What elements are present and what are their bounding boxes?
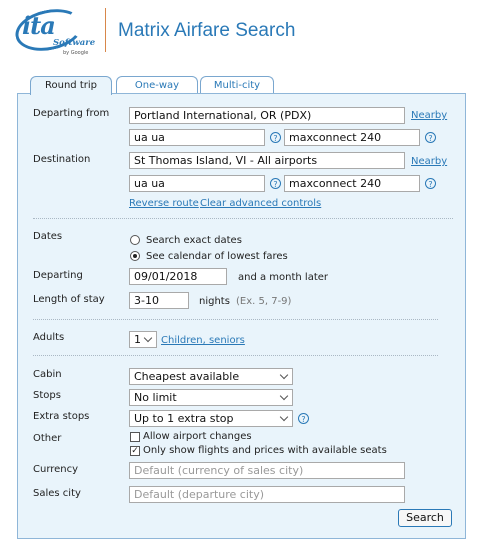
departing-label: Departing [33,270,83,281]
length-of-stay-input[interactable]: 3-10 [129,292,189,309]
tab-multi-city[interactable]: Multi-city [200,76,274,94]
origin-input[interactable]: Portland International, OR (PDX) [129,107,405,124]
only-available-seats-label: Only show flights and prices with available seats [143,445,387,456]
section-divider [33,218,453,219]
cabin-value: Cheapest available [134,370,240,383]
section-divider [33,355,438,356]
sales-city-label: Sales city [33,488,81,499]
origin-routing-help-icon[interactable]: ? [270,132,281,143]
search-exact-dates-label: Search exact dates [146,235,242,246]
calendar-lowest-fares-radio[interactable] [130,251,140,261]
stops-value: No limit [134,391,177,404]
origin-extension-help-icon[interactable]: ? [425,132,436,143]
stops-label: Stops [33,390,61,401]
destination-input[interactable]: St Thomas Island, VI - All airports [129,152,405,169]
adults-label: Adults [33,332,65,343]
length-of-stay-label: Length of stay [33,294,105,305]
logo-text: ita [22,11,55,40]
cabin-label: Cabin [33,369,62,380]
currency-label: Currency [33,464,79,475]
chevron-down-icon [280,392,288,400]
tab-round-trip[interactable]: Round trip [30,76,112,95]
search-button[interactable]: Search [398,509,452,527]
chevron-down-icon [144,334,152,342]
chevron-down-icon [280,413,288,421]
destination-extension-input[interactable]: maxconnect 240 [284,175,420,192]
destination-extension-help-icon[interactable]: ? [425,178,436,189]
stops-select[interactable] [129,389,293,406]
nights-label: nights [199,296,230,307]
search-exact-dates-radio[interactable] [130,235,140,245]
destination-routing-help-icon[interactable]: ? [270,178,281,189]
only-available-seats-checkbox[interactable]: ✓ [131,446,139,456]
adults-value: 1 [134,333,141,346]
chevron-down-icon [280,371,288,379]
calendar-lowest-fares-label: See calendar of lowest fares [146,251,288,262]
extra-stops-help-icon[interactable]: ? [298,413,309,424]
departing-range-text: and a month later [238,272,329,283]
extra-stops-value: Up to 1 extra stop [134,412,234,425]
cabin-select[interactable] [129,368,293,385]
origin-nearby-link[interactable]: Nearby [411,110,448,121]
extra-stops-select[interactable] [129,410,293,427]
other-label: Other [33,433,62,444]
logo-subtext: Software [53,38,96,48]
header-divider [105,8,106,52]
destination-nearby-link[interactable]: Nearby [411,156,448,167]
departing-from-label: Departing from [33,108,110,119]
allow-airport-changes-label: Allow airport changes [143,431,252,442]
clear-advanced-controls-link[interactable]: Clear advanced controls [200,198,322,209]
tab-one-way[interactable]: One-way [116,76,198,94]
reverse-route-link[interactable]: Reverse route [129,198,199,209]
origin-extension-input[interactable]: maxconnect 240 [284,129,420,146]
children-seniors-link[interactable]: Children, seniors [161,335,245,346]
page-title: Matrix Airfare Search [118,20,296,41]
sales-city-input[interactable]: Default (departure city) [129,486,405,503]
destination-routing-input[interactable]: ua ua [129,175,265,192]
currency-input[interactable]: Default (currency of sales city) [129,462,405,479]
departing-date-input[interactable]: 09/01/2018 [129,268,227,285]
dates-label: Dates [33,231,63,242]
extra-stops-label: Extra stops [33,411,90,422]
stay-example-hint: (Ex. 5, 7-9) [236,296,292,307]
section-divider [33,319,438,320]
allow-airport-changes-checkbox[interactable] [130,432,140,442]
destination-label: Destination [33,154,91,165]
origin-routing-input[interactable]: ua ua [129,129,265,146]
logo-byline: by Google [63,50,89,56]
adults-select[interactable] [129,331,157,348]
